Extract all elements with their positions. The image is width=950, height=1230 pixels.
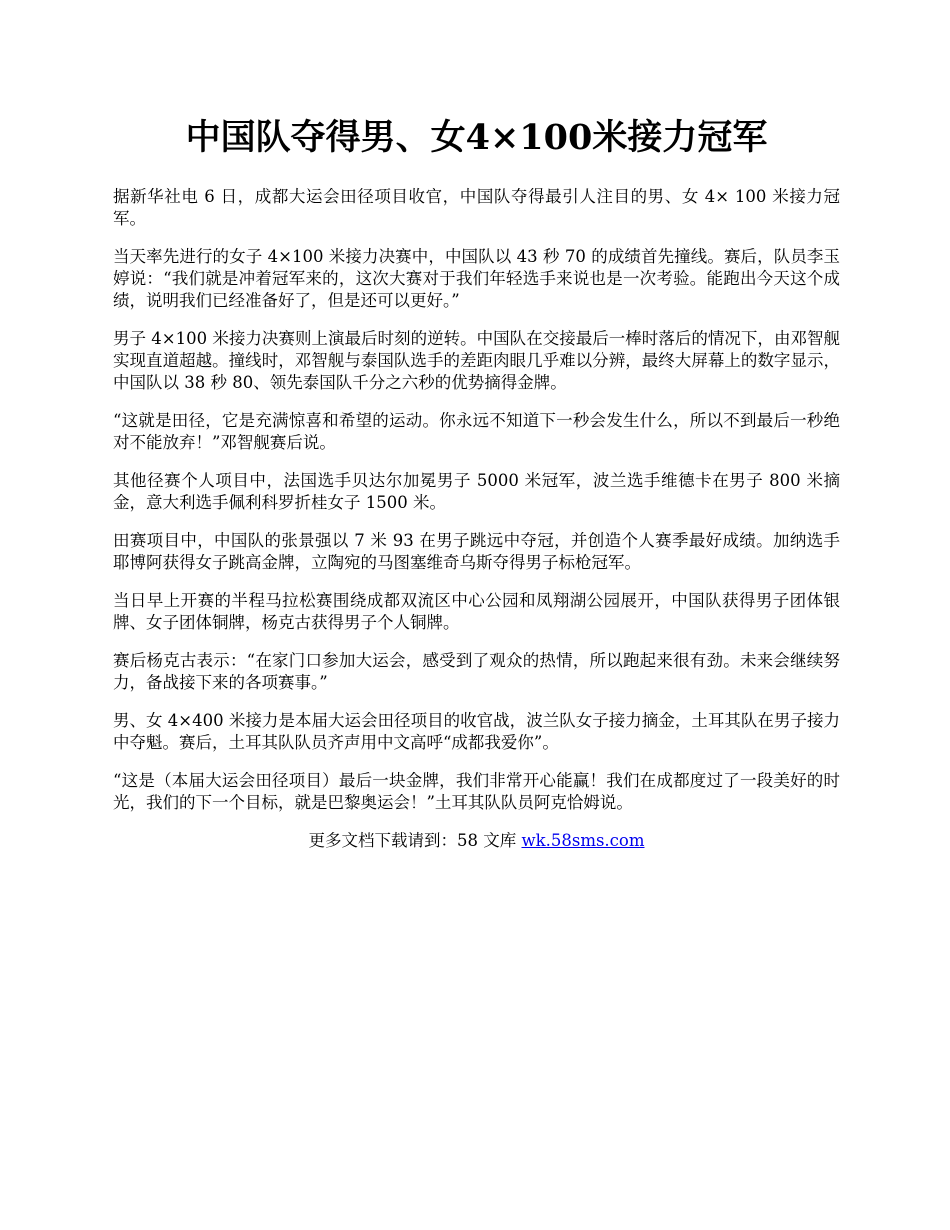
paragraph-quote-turkey: “这是（本届大运会田径项目）最后一块金牌，我们非常开心能赢！我们在成都度过了一段美好的时光，我们的下一个目标，就是巴黎奥运会！”土耳其队队员阿克恰姆说。 xyxy=(113,771,840,812)
paragraph-women-relay: 当天率先进行的女子 4×100 米接力决赛中，中国队以 43 秒 70 的成绩首先撞线。赛后，队员李玉婷说：“我们就是冲着冠军来的，这次大赛对于我们年轻选手来说也是一次考验。能跑出今天这个成绩，说明我们已经准备好了，但是还可以更好。” xyxy=(113,247,840,310)
paragraph-quote-deng: “这就是田径，它是充满惊喜和希望的运动。你永远不知道下一秒会发生什么，所以不到最后一秒绝对不能放弃！”邓智舰赛后说。 xyxy=(113,411,840,452)
paragraph-intro: 据新华社电 6 日，成都大运会田径项目收官，中国队夺得最引人注目的男、女 4× 100 米接力冠军。 xyxy=(113,187,840,228)
paragraph-quote-yang: 赛后杨克古表示：“在家门口参加大运会，感受到了观众的热情，所以跑起来很有劲。未来会继续努力，备战接下来的各项赛事。” xyxy=(113,651,840,692)
paragraph-field-events: 田赛项目中，中国队的张景强以 7 米 93 在男子跳远中夺冠，并创造个人赛季最好成绩。加纳选手耶博阿获得女子跳高金牌，立陶宛的马图塞维奇乌斯夺得男子标枪冠军。 xyxy=(113,531,840,572)
footer-link[interactable]: wk.58sms.com xyxy=(521,831,645,850)
paragraph-men-relay: 男子 4×100 米接力决赛则上演最后时刻的逆转。中国队在交接最后一棒时落后的情况下，由邓智舰实现直道超越。撞线时，邓智舰与泰国队选手的差距肉眼几乎难以分辨，最终大屏幕上的数字显示，中国队以 38 秒 80、领先泰国队千分之六秒的优势摘得金牌。 xyxy=(113,329,840,392)
document-title: 中国队夺得男、女4×100米接力冠军 xyxy=(185,117,768,158)
document-page xyxy=(113,112,840,852)
paragraph-half-marathon: 当日早上开赛的半程马拉松赛围绕成都双流区中心公园和凤翔湖公园展开，中国队获得男子团体银牌、女子团体铜牌，杨克古获得男子个人铜牌。 xyxy=(113,591,840,632)
footer-prefix: 更多文档下载请到：58 文库 xyxy=(308,831,522,850)
paragraph-track-events: 其他径赛个人项目中，法国选手贝达尔加冕男子 5000 米冠军，波兰选手维德卡在男子 800 米摘金，意大利选手佩利科罗折桂女子 1500 米。 xyxy=(113,471,840,512)
footer-download-note xyxy=(113,830,840,852)
paragraph-4x400-relay: 男、女 4×400 米接力是本届大运会田径项目的收官战，波兰队女子接力摘金，土耳其队在男子接力中夺魁。赛后，土耳其队队员齐声用中文高呼“成都我爱你”。 xyxy=(113,711,840,752)
